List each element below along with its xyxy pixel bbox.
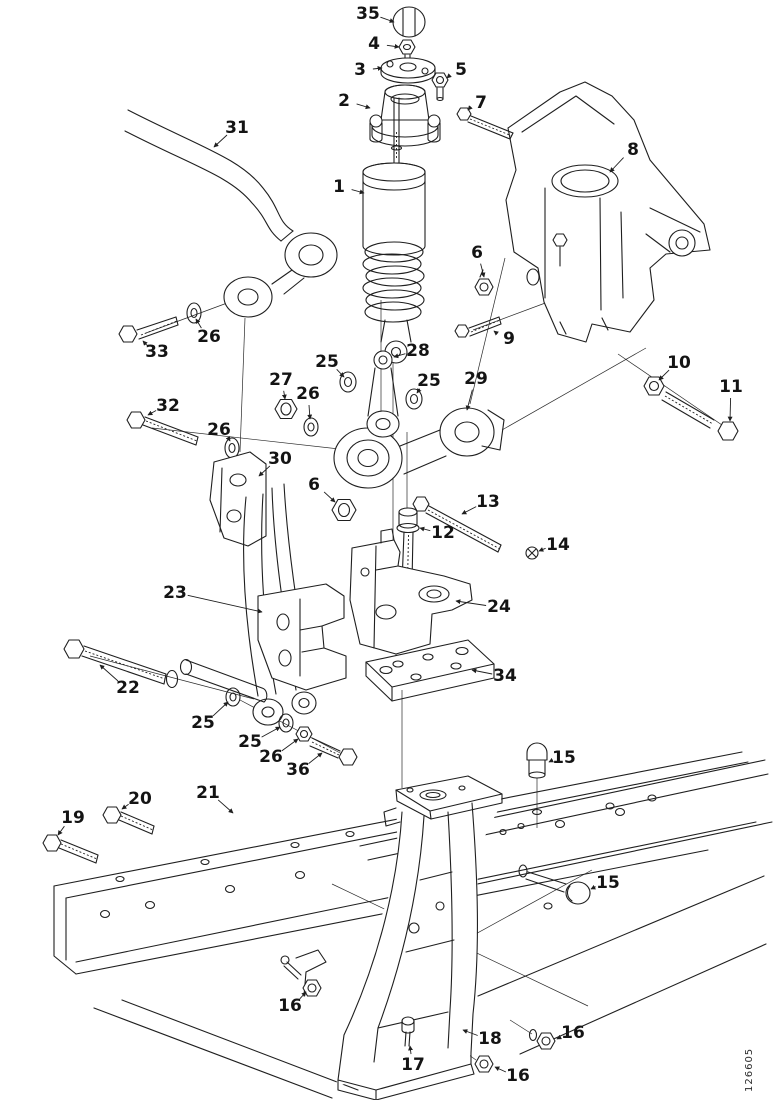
callout-leader-35-0 xyxy=(380,17,394,22)
callout-label-20-38: 20 xyxy=(128,789,152,809)
callout-label-23-28: 23 xyxy=(163,583,187,603)
callout-leader-15-40 xyxy=(591,887,596,889)
callout-label-5-3: 5 xyxy=(455,60,467,80)
stabilizer-bar-group xyxy=(119,110,337,342)
callout-label-15-36: 15 xyxy=(552,748,576,768)
callout-label-24-29: 24 xyxy=(487,597,511,617)
knuckle-group xyxy=(64,529,494,702)
callout-label-6-9: 6 xyxy=(471,243,483,263)
callout-label-13-25: 13 xyxy=(476,492,500,512)
callout-label-25-14: 25 xyxy=(315,352,339,372)
callout-label-31-6: 31 xyxy=(225,118,249,138)
lower-fasteners-group xyxy=(226,688,357,765)
callout-label-10-15: 10 xyxy=(667,353,691,373)
callout-label-25-33: 25 xyxy=(238,732,262,752)
callout-leader-14-27 xyxy=(539,548,546,551)
callout-leader-6-24 xyxy=(324,492,335,502)
callout-leader-34-30 xyxy=(472,670,492,674)
bracket-fasteners-group xyxy=(455,108,513,337)
callout-label-3-2: 3 xyxy=(354,60,366,80)
callout-label-9-10: 9 xyxy=(503,329,515,349)
callout-label-6-24: 6 xyxy=(308,475,320,495)
callout-label-36-35: 36 xyxy=(286,760,310,780)
callout-leader-21-37 xyxy=(218,800,233,813)
callout-label-26-22: 26 xyxy=(207,420,231,440)
shock-absorber-group xyxy=(363,7,448,363)
callout-label-4-1: 4 xyxy=(368,34,380,54)
callout-leader-11-19 xyxy=(730,398,731,421)
v-stay-group xyxy=(210,452,356,725)
callout-label-25-17: 25 xyxy=(417,371,441,391)
callout-leader-15-36 xyxy=(549,761,551,762)
callout-label-26-20: 26 xyxy=(296,384,320,404)
callout-leader-25-33 xyxy=(262,727,280,737)
callout-label-16-45: 16 xyxy=(506,1066,530,1086)
callout-label-16-41: 16 xyxy=(278,996,302,1016)
callout-leader-25-32 xyxy=(213,702,228,716)
callout-label-22-31: 22 xyxy=(116,678,140,698)
callout-label-8-7: 8 xyxy=(627,140,639,160)
callout-label-12-26: 12 xyxy=(431,523,455,543)
callout-leader-5-3 xyxy=(447,76,450,79)
callout-leader-9-10 xyxy=(494,331,498,334)
callout-label-25-32: 25 xyxy=(191,713,215,733)
callout-leader-36-35 xyxy=(309,753,322,764)
callout-label-26-11: 26 xyxy=(197,327,221,347)
callout-label-1-8: 1 xyxy=(333,177,345,197)
callout-label-27-16: 27 xyxy=(269,370,293,390)
callout-leader-23-28 xyxy=(188,595,262,612)
callout-leader-26-20 xyxy=(309,405,310,419)
frame-fasteners-group xyxy=(43,743,590,1072)
callout-label-7-5: 7 xyxy=(475,93,487,113)
callout-label-14-27: 14 xyxy=(546,535,570,555)
callout-label-33-12: 33 xyxy=(145,342,169,362)
callout-leader-1-8 xyxy=(352,190,364,193)
callout-label-35-0: 35 xyxy=(356,4,380,24)
callout-label-2-4: 2 xyxy=(338,91,350,111)
callout-label-15-40: 15 xyxy=(596,873,620,893)
callout-label-29-18: 29 xyxy=(464,369,488,389)
callout-label-11-19: 11 xyxy=(719,377,743,397)
callout-leader-29-18 xyxy=(467,390,472,410)
pedestal-bracket-group xyxy=(296,776,502,1100)
callout-leader-16-45 xyxy=(495,1067,506,1072)
callout-leader-27-16 xyxy=(284,391,285,399)
callout-label-34-30: 34 xyxy=(493,666,517,686)
callout-label-18-43: 18 xyxy=(478,1029,502,1049)
callout-leader-4-1 xyxy=(387,45,399,47)
callout-label-16-42: 16 xyxy=(561,1023,585,1043)
upper-bracket-group xyxy=(506,82,710,342)
callout-label-19-39: 19 xyxy=(61,808,85,828)
callout-leader-12-26 xyxy=(420,528,430,531)
callout-label-17-44: 17 xyxy=(401,1055,425,1075)
callout-label-28-13: 28 xyxy=(406,341,430,361)
callout-label-32-21: 32 xyxy=(156,396,180,416)
drawing-number: 126605 xyxy=(744,1047,755,1092)
callout-label-26-34: 26 xyxy=(259,747,283,767)
callout-label-30-23: 30 xyxy=(268,449,292,469)
callout-leader-32-21 xyxy=(148,411,156,416)
callout-leader-2-4 xyxy=(357,104,370,108)
callout-leader-13-25 xyxy=(462,507,476,514)
callout-leader-26-34 xyxy=(282,739,298,751)
callout-label-21-37: 21 xyxy=(196,783,220,803)
